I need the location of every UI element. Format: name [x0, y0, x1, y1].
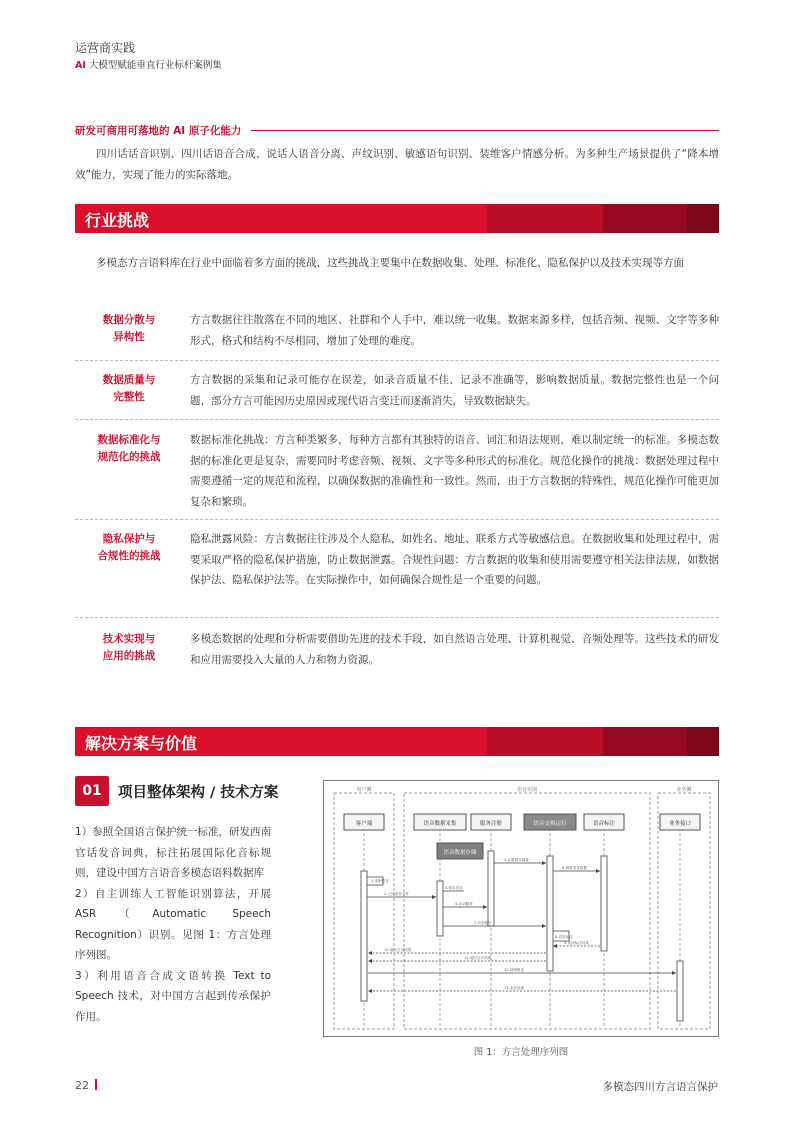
sequence-diagram-figure [323, 780, 719, 1037]
footer-title: 多模态四川方言语言保护 [602, 1081, 718, 1093]
message-label: 3.保存语音 [445, 886, 463, 890]
actor-label: 语音标注 [592, 821, 616, 827]
challenges-banner [75, 204, 719, 233]
actor-label: 语音数据采集 [423, 821, 457, 827]
section-number-badge: 01 [75, 776, 109, 806]
message-label: 11.返回文字结果 [464, 956, 492, 960]
message-label: 10.返回文字结果 [384, 948, 412, 952]
challenge-row [75, 364, 719, 420]
section-title: 项目整体架构 / 技术方案 [118, 784, 279, 801]
page-number [75, 1079, 97, 1092]
capability-heading-rule [251, 130, 719, 131]
capability-paragraph: 四川话话音识别、四川话语音合成、说话人语音分离、声纹识别、敏感语句识别、装维客户情感分析。为多种生产场景提供了“降本增效”能力，实现了能力的实际落地。 [75, 148, 719, 181]
challenge-text: 隐私泄露风险：方言数据往往涉及个人隐私，如姓名、地址、联系方式等敏感信息。在数据收集和处理过程中，需要采取严格的隐私保护措施，防止数据泄露。合规性问题：方言数据的收集和使用需要遵守相关法律法规，如数据保护法、隐私保护法等。在实际操作中，如何确保合规性是一个重要的问题。 [190, 533, 719, 586]
challenge-row [75, 306, 719, 361]
challenge-text: 方言数据的采集和记录可能存在误差，如录音质量不佳、记录不准确等，影响数据质量。数据完整性也是一个问题，部分方言可能因历史原因或现代语言变迁而逐渐消失，导致数据缺失。 [190, 374, 719, 407]
message-label: 13.业务处理 [504, 986, 525, 990]
actor-label: 客户端 [355, 821, 373, 827]
store-label: 语音数据存储 [443, 850, 477, 856]
message-label: 8.语音标注 [555, 935, 573, 939]
header-subtitle-text: 大模型赋能垂直行业标杆案例集 [88, 60, 222, 71]
challenge-row [75, 523, 719, 618]
message-label: 7.识别转写 [474, 921, 492, 925]
challenge-text: 数据标准化挑战：方言种类繁多，每种方言都有其独特的语音、词汇和语法规则，难以制定统一的标准。多模态数据的标准化更是复杂，需要同时考虑音频、视频、文字等多种形式的标准化。规范化操作的挑战：数据处理过程中需要遵循一定的规范和流程，以确保数据的准确性和一致性。然而，由于方言数据的特殊性，规范化操作可能更加复杂和繁琐。 [190, 434, 719, 508]
challenge-label: 数据分散与 异构性 [102, 314, 156, 343]
solution-banner [75, 727, 719, 756]
figure-caption: 图 1：方言处理序列图 [473, 1047, 569, 1058]
header-subtitle [75, 57, 222, 71]
challenge-row [75, 621, 719, 677]
page-number-text: 22 [75, 1079, 89, 1092]
challenge-label: 数据质量与 完整性 [102, 374, 156, 403]
actor-label: 语音交换运行 [533, 821, 567, 827]
solution-paragraph: 2）自主训练人工智能识别算法，开展 ASR（Automatic Speech Recognition）识别。见图 1：方言处理序列图。 [75, 887, 271, 961]
actor-label: 服务注册 [479, 821, 503, 827]
challenges-intro: 多模态方言语料库在行业中面临着多方面的挑战，这些挑战主要集中在数据收集、处理、标准化、隐私保护以及技术实现等方面 [96, 257, 684, 269]
message-label: 9.返回标注结果 [564, 941, 589, 945]
solution-paragraph: 3）利用语音合成文语转换 Text to Speech 技术，对中国方言起到传承保护作用。 [75, 969, 271, 1023]
solution-text [75, 822, 271, 1027]
challenge-text: 方言数据往往散落在不同的地区、社群和个人手中，难以统一收集。数据来源多样，包括音频、视频、文字等多种形式，格式和结构不尽相同，增加了处理的难度。 [190, 314, 719, 347]
header-ai-tag: AI [75, 60, 86, 71]
capability-heading-text: 研发可商用可落地的 AI 原子化能力 [75, 124, 242, 137]
sequence-diagram [324, 781, 718, 1036]
solution-banner-title: 解决方案与价值 [85, 734, 198, 753]
solution-paragraph: 1）参照全国语言保护统一标准，研发西南官话发音词典，标注拓展国际化音标规则，建设中国方言语音多模态语料数据库 [75, 826, 271, 879]
header-title: 运营商实践 [75, 41, 136, 55]
group-label: 用户侧 [356, 787, 372, 793]
challenge-text: 多模态数据的处理和分析需要借助先进的技术手段，如自然语言处理、计算机视觉、音频处理等。这些技术的研发和应用需要投入大量的人力和物力资源。 [190, 633, 719, 666]
page-number-bar [95, 1079, 97, 1090]
challenge-row [75, 424, 719, 520]
section-heading [75, 776, 278, 806]
capability-heading [75, 122, 719, 138]
challenge-label: 隐私保护与 合规性的挑战 [97, 533, 161, 562]
message-label: 5.注册服务地址 [504, 858, 529, 862]
message-label: 1.录制语音 [371, 879, 389, 883]
challenges-banner-title: 行业挑战 [85, 211, 150, 230]
message-label: 2.上传语音文件 [384, 892, 409, 896]
message-label: 4.启动服务 [455, 902, 473, 906]
actor-label: 业务接口 [668, 821, 692, 827]
challenge-label: 数据标准化与 规范化的挑战 [97, 434, 161, 463]
group-label: 语音识别 [516, 787, 538, 793]
challenge-label: 技术实现与 应用的挑战 [102, 633, 156, 662]
message-label: 6.调度语音数据 [562, 866, 587, 870]
message-label: 12.回调推送 [504, 968, 525, 972]
group-label: 业务侧 [676, 787, 692, 793]
